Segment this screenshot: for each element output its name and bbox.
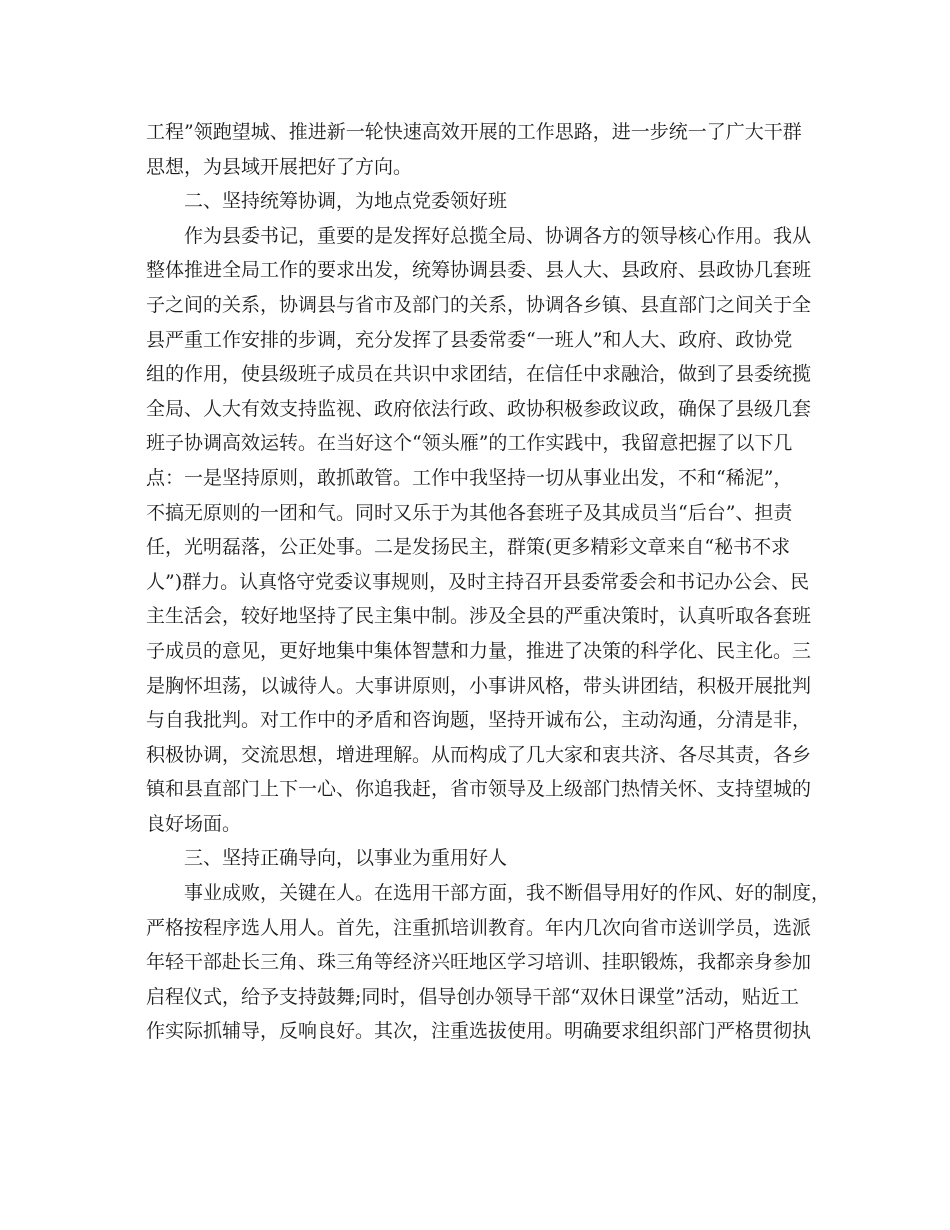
text-line: 严格按程序选人用人。首先，注重抓培训教育。年内几次向省市送训学员，选派 bbox=[146, 916, 812, 939]
text-line: 整体推进全局工作的要求出发，统筹协调县委、县人大、县政府、县政协几套班 bbox=[146, 259, 812, 282]
text-line: 良好场面。 bbox=[146, 812, 242, 835]
text-line: 任，光明磊落，公正处事。二是发扬民主，群策(更多精彩文章来自“秘书不求 bbox=[146, 536, 791, 559]
text-line: 人”)群力。认真恪守党委议事规则，及时主持召开县委常委会和书记办公会、民 bbox=[146, 570, 810, 593]
text-line: 作实际抓辅导，反响良好。其次，注重选拔使用。明确要求组织部门严格贯彻执 bbox=[146, 1020, 812, 1043]
text-line: 点：一是坚持原则，敢抓敢管。工作中我坚持一切从事业出发，不和“稀泥”， bbox=[146, 466, 793, 489]
text-line: 是胸怀坦荡，以诚待人。大事讲原则，小事讲风格，带头讲团结，积极开展批判 bbox=[146, 674, 812, 697]
text-line: 子之间的关系，协调县与省市及部门的关系，协调各乡镇、县直部门之间关于全 bbox=[146, 293, 812, 316]
body-text bbox=[146, 115, 831, 1049]
text-line: 事业成败，关键在人。在选用干部方面，我不断倡导用好的作风、好的制度， bbox=[184, 882, 831, 905]
text-line: 全局、人大有效支持监视、政府依法行政、政协积极参政议政，确保了县级几套 bbox=[146, 397, 812, 420]
text-line: 积极协调，交流思想，增进理解。从而构成了几大家和衷共济、各尽其责，各乡 bbox=[146, 743, 812, 766]
text-line: 组的作用，使县级班子成员在共识中求团结，在信任中求融洽，做到了县委统揽 bbox=[146, 363, 812, 386]
text-line: 年轻干部赴长三角、珠三角等经济兴旺地区学习培训、挂职锻炼，我都亲身参加 bbox=[146, 951, 812, 974]
text-line: 作为县委书记，重要的是发挥好总揽全局、协调各方的领导核心作用。我从 bbox=[184, 224, 812, 247]
text-line: 思想，为县域开展把好了方向。 bbox=[146, 155, 413, 178]
text-line: 与自我批判。对工作中的矛盾和咨询题，坚持开诚布公，主动沟通，分清是非， bbox=[146, 709, 812, 732]
text-line: 工程”领跑望城、推进新一轮快速高效开展的工作思路，进一步统一了广大干群 bbox=[146, 121, 802, 143]
text-line: 镇和县直部门上下一心、你追我赶，省市领导及上级部门热情关怀、支持望城的 bbox=[146, 778, 812, 801]
text-line: 二、坚持统筹协调，为地点党委领好班 bbox=[184, 190, 508, 213]
text-line: 三、坚持正确导向，以事业为重用好人 bbox=[184, 847, 508, 870]
text-line: 不搞无原则的一团和气。同时又乐于为其他各套班子及其成员当“后台”、担责 bbox=[146, 501, 793, 524]
text-line: 班子协调高效运转。在当好这个“领头雁”的工作实践中，我留意把握了以下几 bbox=[146, 432, 793, 455]
text-line: 县严重工作安排的步调，充分发挥了县委常委“一班人”和人大、政府、政协党 bbox=[146, 328, 793, 351]
text-line: 子成员的意见，更好地集中集体智慧和力量，推进了决策的科学化、民主化。三 bbox=[146, 639, 812, 662]
text-line: 主生活会，较好地坚持了民主集中制。涉及全县的严重决策时，认真听取各套班 bbox=[146, 605, 812, 628]
text-line: 启程仪式，给予支持鼓舞;同时，倡导创办领导干部“双休日课堂”活动，贴近工 bbox=[146, 985, 799, 1008]
